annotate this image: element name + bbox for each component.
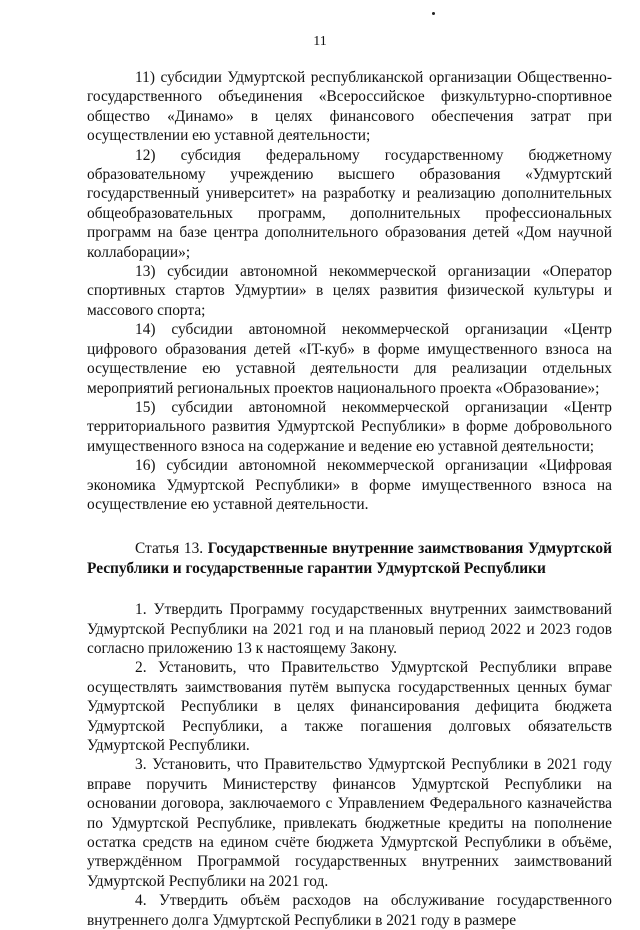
- list-item: 1. Утвердить Программу государственных внутренних заимствований Удмуртской Республики на 2021 год и на плановый период 2022 и 2023 годов согласно приложению 13 к настоящему Закону.: [87, 601, 612, 657]
- page-number: 11: [313, 34, 327, 49]
- list-item: 4. Утвердить объём расходов на обслуживание государственного внутреннего долга Удмуртской Республики в 2021 году в размере: [87, 892, 612, 929]
- list-item: 14) субсидии автономной некоммерческой организации «Центр цифрового образования детей «IT-куб» в форме имущественного взноса на осуществление ею уставной деятельности для реализации отдельных мероприятий региональных проектов национального проекта «Образование»;: [87, 321, 612, 397]
- article-title: Государственные внутренние заимствования Удмуртской Республики и государственные гарантии Удмуртской Республики: [87, 540, 612, 577]
- scan-speck: [432, 12, 435, 15]
- list-item: 13) субсидии автономной некоммерческой организации «Оператор спортивных стартов Удмуртии» в целях развития физической культуры и массового спорта;: [87, 263, 612, 319]
- list-item: 16) субсидии автономной некоммерческой организации «Цифровая экономика Удмуртской Республики» в форме имущественного взноса на осуществление ею уставной деятельности.: [87, 457, 612, 513]
- list-item: 3. Установить, что Правительство Удмуртской Республики в 2021 году вправе поручить Министерству финансов Удмуртской Республики на основании договора, заключаемого с Управлением Федерального казначейства по Удмуртской Республике, привлекать бюджетные кредиты на пополнение остатка средств на едином счёте бюджета Удмуртской Республики в объёме, утверждённом Программой государственных внутренних заимствований Удмуртской Республики на 2021 год.: [87, 756, 612, 890]
- article-number: Статья 13.: [135, 540, 204, 558]
- spacer: [87, 578, 612, 600]
- list-item: 11) субсидии Удмуртской республиканской организации Общественно-государственного объединения «Всероссийское физкультурно-спортивное общество «Динамо» в целях финансового обеспечения затрат при осуществлении ею уставной деятельности;: [87, 69, 612, 145]
- list-item: 15) субсидии автономной некоммерческой организации «Центр территориального развития Удмуртской Республики» в форме добровольного имущественного взноса на содержание и ведение ею уставной деятельности;: [87, 398, 612, 455]
- document-body: [87, 68, 612, 930]
- list-item: 2. Установить, что Правительство Удмуртской Республики вправе осуществлять заимствования путём выпуска государственных ценных бумаг Удмуртской Республики в целях финансирования дефицита бюджета Удмуртской Республики, а также погашения долговых обязательств Удмуртской Республики.: [87, 659, 612, 754]
- article-heading: [87, 539, 612, 578]
- list-item: 12) субсидия федеральному государственному бюджетному образовательному учреждению высшего образования «Удмуртский государственный университет» на разработку и реализацию дополнительных общеобразовательных программ, дополнительных профессиональных программ на базе центра дополнительного образования детей «Дом научной коллаборации»;: [87, 146, 612, 261]
